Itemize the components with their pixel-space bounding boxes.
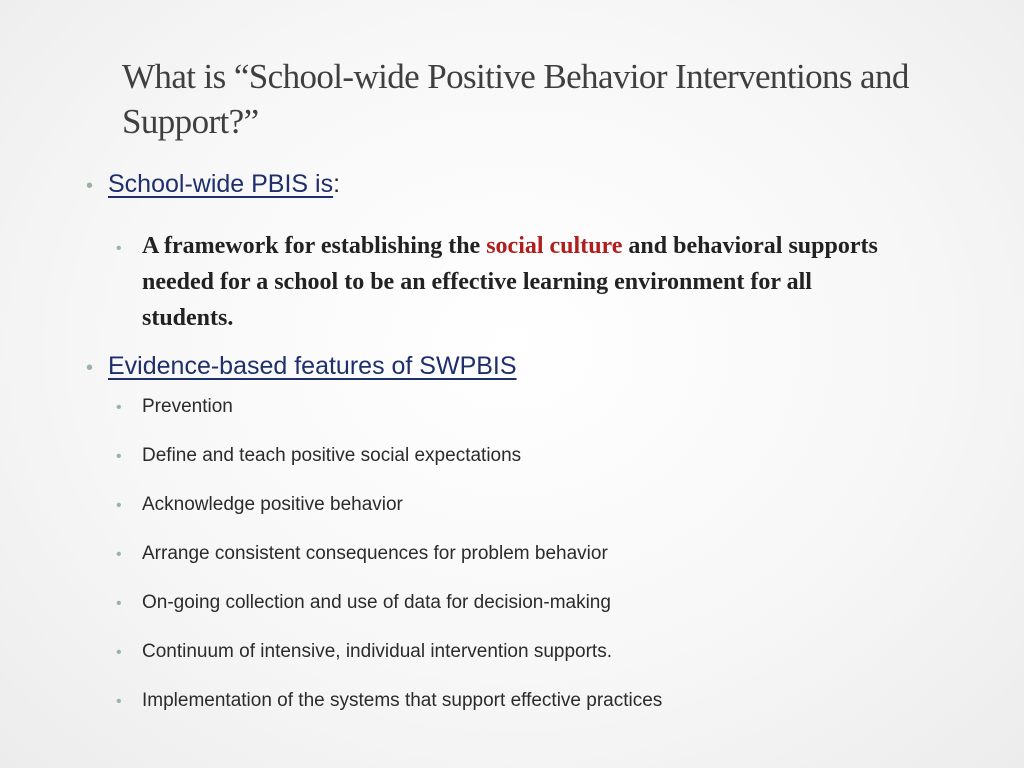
feature-item-label: Continuum of intensive, individual intervention supports. [142,641,612,662]
bullet-definition [116,228,902,336]
bullet-dot-icon: • [116,693,122,710]
feature-item-label: Define and teach positive social expectations [142,445,522,466]
feature-item [116,641,612,663]
feature-item [116,543,608,565]
bullet-dot-icon: • [116,497,122,514]
bullet-dot-icon: • [116,546,122,563]
feature-item [116,592,611,614]
feature-item-label: Implementation of the systems that support effective practices [142,690,663,711]
feature-item-label: On-going collection and use of data for decision-making [142,592,611,613]
feature-item-label: Arrange consistent consequences for problem behavior [142,543,608,564]
bullet-dot-icon: • [86,357,94,379]
definition-highlight: social culture [486,233,623,259]
bullet-dot-icon: • [116,399,122,416]
feature-item-label: Prevention [142,396,233,417]
evidence-based-link[interactable]: Evidence-based features of SWPBIS [108,352,517,380]
slide-title: What is “School-wide Positive Behavior Interventions and Support?” [122,57,909,141]
feature-item [116,396,233,418]
bullet-dot-icon: • [116,448,122,465]
bullet-school-wide-pbis [86,170,340,199]
school-wide-pbis-link[interactable]: School-wide PBIS is [108,170,334,198]
definition-part1: A framework for establishing the [142,233,487,259]
bullet-evidence-based [86,352,517,381]
feature-item-label: Acknowledge positive behavior [142,494,403,515]
pbis-definition [142,228,902,336]
bullet-dot-icon: • [116,595,122,612]
bullet-dot-icon: • [116,644,122,661]
feature-item [116,494,403,516]
bullet-dot-icon: • [116,240,122,257]
feature-item [116,445,521,467]
definition-part2: and behavioral supports needed for a school to be an effective learning environment for all students. [142,233,878,331]
feature-item [116,690,662,712]
bullet-dot-icon: • [86,175,94,197]
heading-colon: : [333,170,341,198]
